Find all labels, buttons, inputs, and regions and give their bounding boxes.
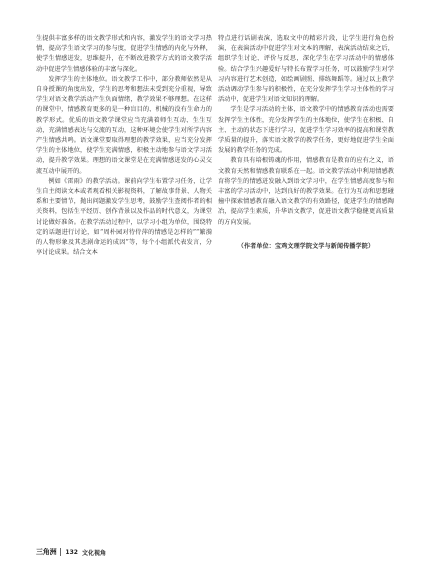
paragraph: 发挥学生的主体地位。语文教学工作中，部分教师依然是从自身授课的角度出发，学生的思考和想法未受到充分重视，导致学生对语文教学活动产生负面情绪，教学效果不够理想。在这样的课堂中，情感教育更多的是一种盲目的、机械的没有生命力的教学形式。优质的语文教学课堂应当充满着师生互动、生生互动，充满情感表达与交流的互动，这种环境会使学生对所学内容产生情感共鸣。语文课堂要取得理想的教学效果，应当充分发挥学生的主体地位，使学生充满情感，积极主动地参与语文学习活动，提升教学效果。理想的语文课堂是在充满情感迸发的心灵交流互动中展开的。 (36, 75, 212, 175)
right-column (218, 34, 394, 252)
paragraph: 特点进行话剧表演，选取文中的精彩片段，让学生进行角色扮演，在表演活动中促进学生对文本的理解，表演活动结束之后，组织学生讨论、评价与反思，深化学生在学习活动中的情感体验。结合学生兴趣爱好与特长布置学习任务，可以鼓励学生对学习内容进行艺术创造，如绘画剧照、排练舞蹈等。通过以上教学活动调动学生参与的积极性，在充分发挥学生学习主体性的学习活动中，促进学生对语文知识的理解。 (218, 35, 394, 104)
footer-divider (60, 548, 61, 556)
author-affiliation: （作者单位：宝鸡文理学院文学与新闻传播学院） (237, 242, 375, 250)
page-footer (36, 547, 106, 557)
page-number: 132 (65, 548, 78, 556)
paragraph: 学生是学习活动的主体，语文教学中的情感教育活动也需要发挥学生主体性，充分发挥学生的主体地位，使学生在积极、自主、主动的状态下进行学习，促进学生学习效率的提高和课堂教学质量的提升，落实语文教学的教学任务，更好地促进学生全面发展的教学任务的完成。 (218, 106, 394, 155)
left-column (36, 34, 212, 258)
paragraph: 例如《雷雨》的教学活动。课前向学生布置学习任务，让学生自主阅读文本或者观看相关影视资料，了解故事背景、人物关系和主要情节，抛出问题激发学生思考，鼓励学生查阅作者的相关资料，包括生平经历、创作背景以及作品的时代意义，为课堂讨论做好准备。在教学活动过程中，以学习小组为单位，围绕特定的话题进行讨论，如“周朴园对待侍萍的情感是怎样的”“繁漪的人物形象及其悲剧命运的成因”等，每个小组派代表发言，分享讨论成果。结合文本 (36, 177, 212, 257)
paragraph: 生提供丰富多样的语文教学形式和内容，激发学生的语文学习热情，提高学生语文学习的参与度，促进学生情感的内化与外释，使学生情感迸发，思维提升，在不断改进教学方式的语文教学活动中促进学生情感体验的丰富与深化。 (36, 35, 212, 73)
paragraph: 教育具有培根铸魂的作用，情感教育是教育的应有之义，语文教育天然和情感教育联系在一起。语文教学活动中利用情感教育将学生的情感迸发融入到语文学习中，在学生情感高度参与和丰富的学习活动中，达到良好的教学效果。在行为互动和思想碰撞中探索情感教育融入语文教学的有效路径，促进学生的情感陶冶，提高学生素质，升华语文教学，促进语文教学稳健更高质量的方向发展。 (218, 157, 394, 226)
journal-logo: 三角洲 (36, 548, 57, 556)
section-name: 文化视角 (81, 549, 106, 557)
